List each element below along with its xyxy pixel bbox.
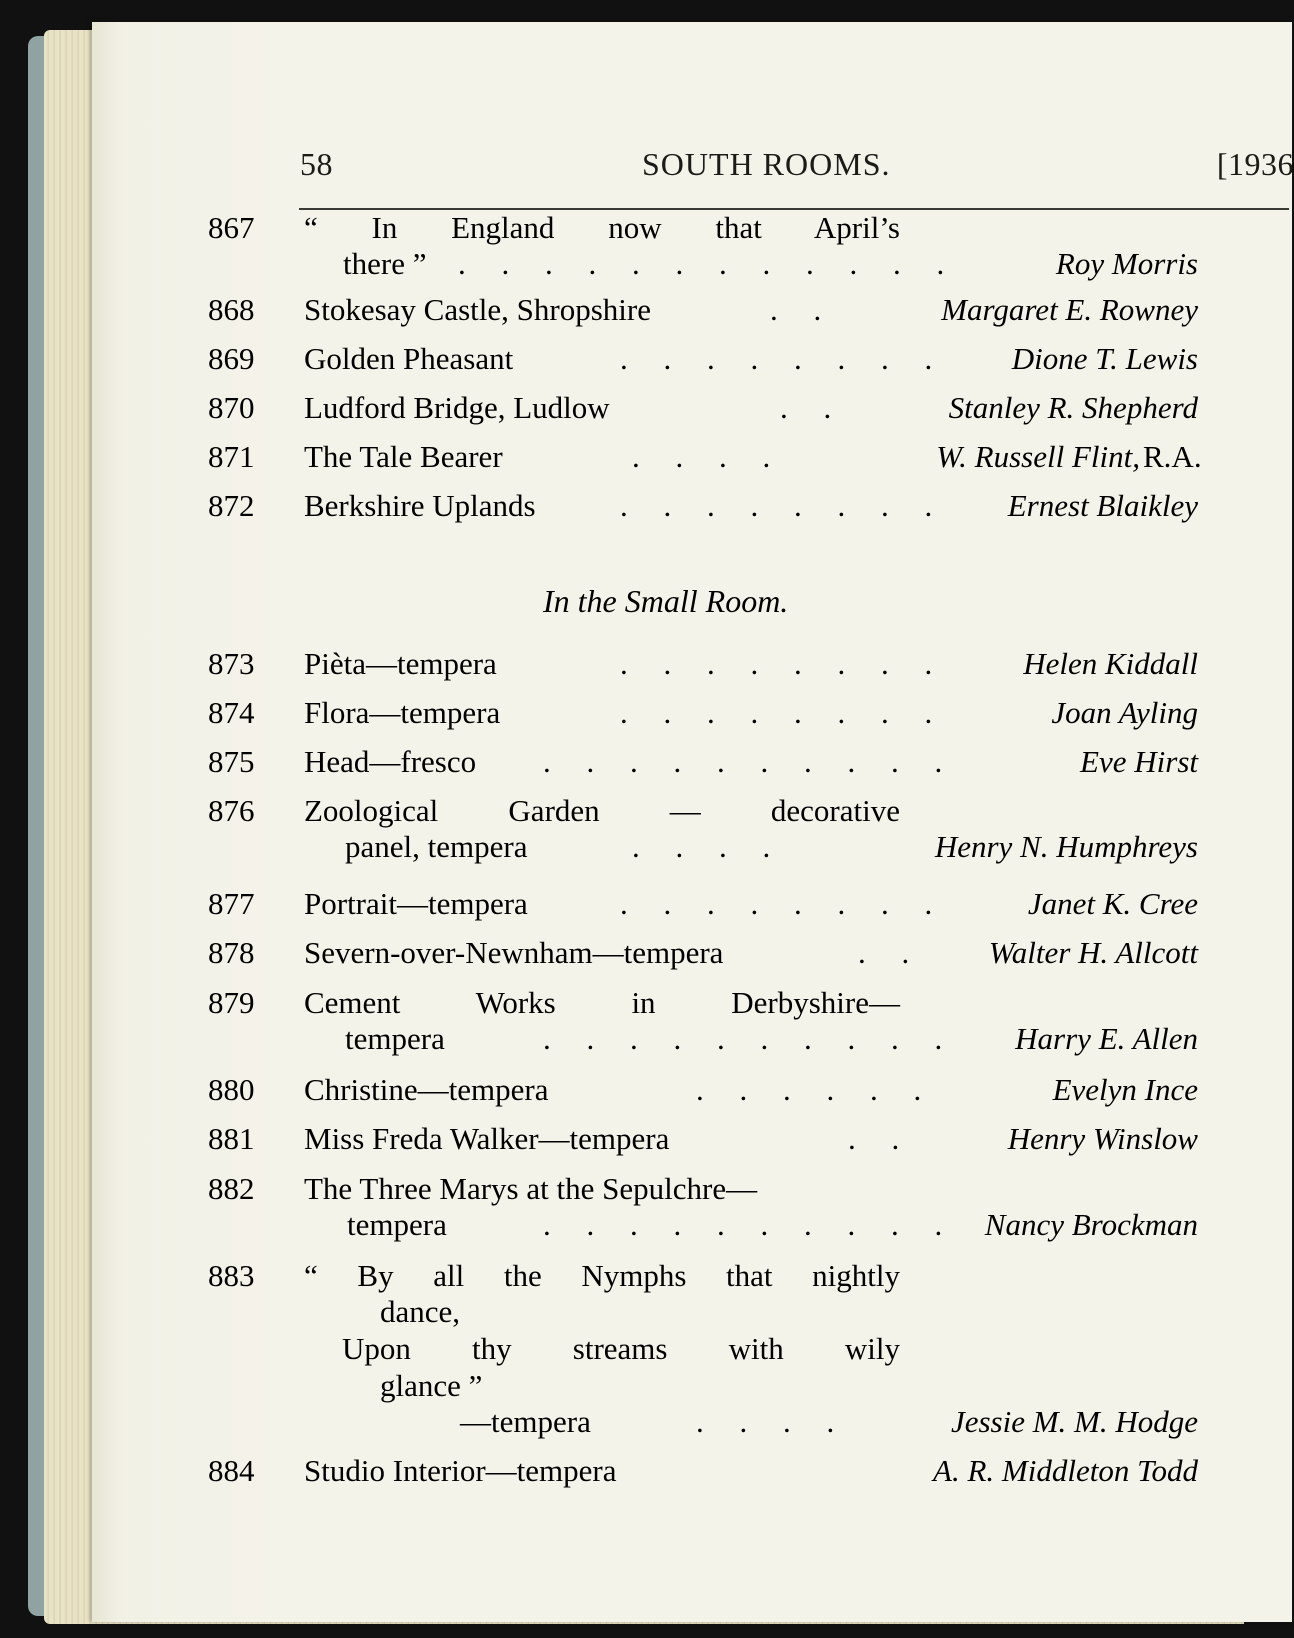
entry-number: 878 <box>208 935 255 970</box>
entry-number: 874 <box>208 695 255 730</box>
leader-dots: . . <box>780 390 846 425</box>
entry-title: Miss Freda Walker—tempera <box>304 1121 670 1156</box>
leader-dots: . . . . . . . . <box>620 488 947 523</box>
entry-artist: Helen Kiddall <box>1023 646 1198 681</box>
entry-title-continued: tempera <box>347 1207 447 1242</box>
leader-dots: . . . . . . . . <box>620 886 947 921</box>
leader-dots: . . . . <box>696 1404 849 1439</box>
entry-number: 870 <box>208 390 255 425</box>
entry-title: Ludford Bridge, Ludlow <box>304 390 610 425</box>
entry-number: 868 <box>208 292 255 327</box>
entry-title: Pièta—tempera <box>304 646 497 681</box>
entry-artist: Harry E. Allen <box>1015 1021 1198 1056</box>
entry-title: Severn-over-Newnham—tempera <box>304 935 724 970</box>
leader-dots: . . <box>770 292 836 327</box>
entry-title: Christine—tempera <box>304 1072 549 1107</box>
entry-number: 881 <box>208 1121 255 1156</box>
entry-artist: Jessie M. M. Hodge <box>950 1404 1198 1439</box>
entry-number: 876 <box>208 793 255 828</box>
entry-number: 882 <box>208 1171 255 1206</box>
leader-dots: . . . . . . . . <box>620 341 947 376</box>
entry-number: 884 <box>208 1453 255 1488</box>
entry-artist: Evelyn Ince <box>1052 1072 1198 1107</box>
entry-artist: Eve Hirst <box>1080 744 1198 779</box>
entry-number: 875 <box>208 744 255 779</box>
entry-title-continued: glance ” <box>380 1368 483 1403</box>
entry-medium: —tempera <box>460 1404 591 1439</box>
page-header <box>300 146 1294 186</box>
entry-title: Studio Interior—tempera <box>304 1453 617 1488</box>
leader-dots: . . <box>848 1121 914 1156</box>
entry-number: 869 <box>208 341 255 376</box>
entry-title: Flora—tempera <box>304 695 501 730</box>
entry-artist: W. Russell Flint, <box>936 439 1140 474</box>
entry-artist: Roy Morris <box>1055 246 1198 281</box>
leader-dots: . . . . . . . . . . <box>543 1021 957 1056</box>
entry-number: 867 <box>208 210 255 245</box>
entry-title: Portrait—tempera <box>304 886 528 921</box>
entry-title-continued: dance, <box>380 1294 461 1329</box>
leader-dots: . . . . <box>632 829 785 864</box>
entry-artist: Dione T. Lewis <box>1011 341 1198 376</box>
leader-dots: . . . . . . . . . . . . <box>458 246 959 281</box>
entry-title: “ In England now that April’s <box>304 210 900 245</box>
entry-artist: A. R. Middleton Todd <box>933 1453 1198 1488</box>
year-mark: [1936 <box>1216 146 1294 182</box>
leader-dots: . . . . . . . . . . <box>543 744 957 779</box>
entry-number: 883 <box>208 1258 255 1293</box>
entry-title: Berkshire Uplands <box>304 488 536 523</box>
entry-artist: Walter H. Allcott <box>988 935 1198 970</box>
entry-artist: Nancy Brockman <box>984 1207 1198 1242</box>
entry-number: 880 <box>208 1072 255 1107</box>
entry-artist-honour: R.A. <box>1143 439 1202 474</box>
leader-dots: . . . . <box>632 439 785 474</box>
entry-title: Golden Pheasant <box>304 341 514 376</box>
leader-dots: . . . . . . . . . . <box>543 1207 957 1242</box>
entry-number: 877 <box>208 886 255 921</box>
entry-title: Head—fresco <box>304 744 477 779</box>
entry-number: 871 <box>208 439 255 474</box>
entry-artist: Henry N. Humphreys <box>934 829 1198 864</box>
entry-artist: Stanley R. Shepherd <box>948 390 1198 425</box>
list-item <box>208 1257 1198 1442</box>
entry-title: “ By all the Nymphs that nightly <box>304 1258 900 1293</box>
leader-dots: . . . . . . . . <box>620 695 947 730</box>
section-title: In the Small Room. <box>543 583 789 619</box>
entry-artist: Ernest Blaikley <box>1007 488 1198 523</box>
entry-title: Cement Works in Derbyshire— <box>304 985 900 1020</box>
leader-dots: . . . . . . . . <box>620 646 947 681</box>
entry-title: Stokesay Castle, Shropshire <box>304 292 651 327</box>
leader-dots: . . . . . . <box>696 1072 936 1107</box>
entry-number: 872 <box>208 488 255 523</box>
entry-title: The Tale Bearer <box>304 439 503 474</box>
entry-artist: Joan Ayling <box>1051 695 1198 730</box>
entry-title-continued: there ” <box>343 246 427 281</box>
entry-artist: Henry Winslow <box>1007 1121 1198 1156</box>
leader-dots: . . <box>858 935 924 970</box>
entry-number: 873 <box>208 646 255 681</box>
entry-title-continued: panel, tempera <box>345 829 528 864</box>
entry-title-verse: Upon thy streams with wily <box>342 1331 900 1366</box>
entry-title: Zoological Garden — decorative <box>304 793 900 828</box>
entry-title-continued: tempera <box>345 1021 445 1056</box>
entry-artist: Margaret E. Rowney <box>941 292 1198 327</box>
page-number: 58 <box>300 146 333 182</box>
entry-number: 879 <box>208 985 255 1020</box>
running-head: SOUTH ROOMS. <box>642 146 891 182</box>
entry-title: The Three Marys at the Sepulchre— <box>304 1171 758 1206</box>
entry-artist: Janet K. Cree <box>1027 886 1198 921</box>
